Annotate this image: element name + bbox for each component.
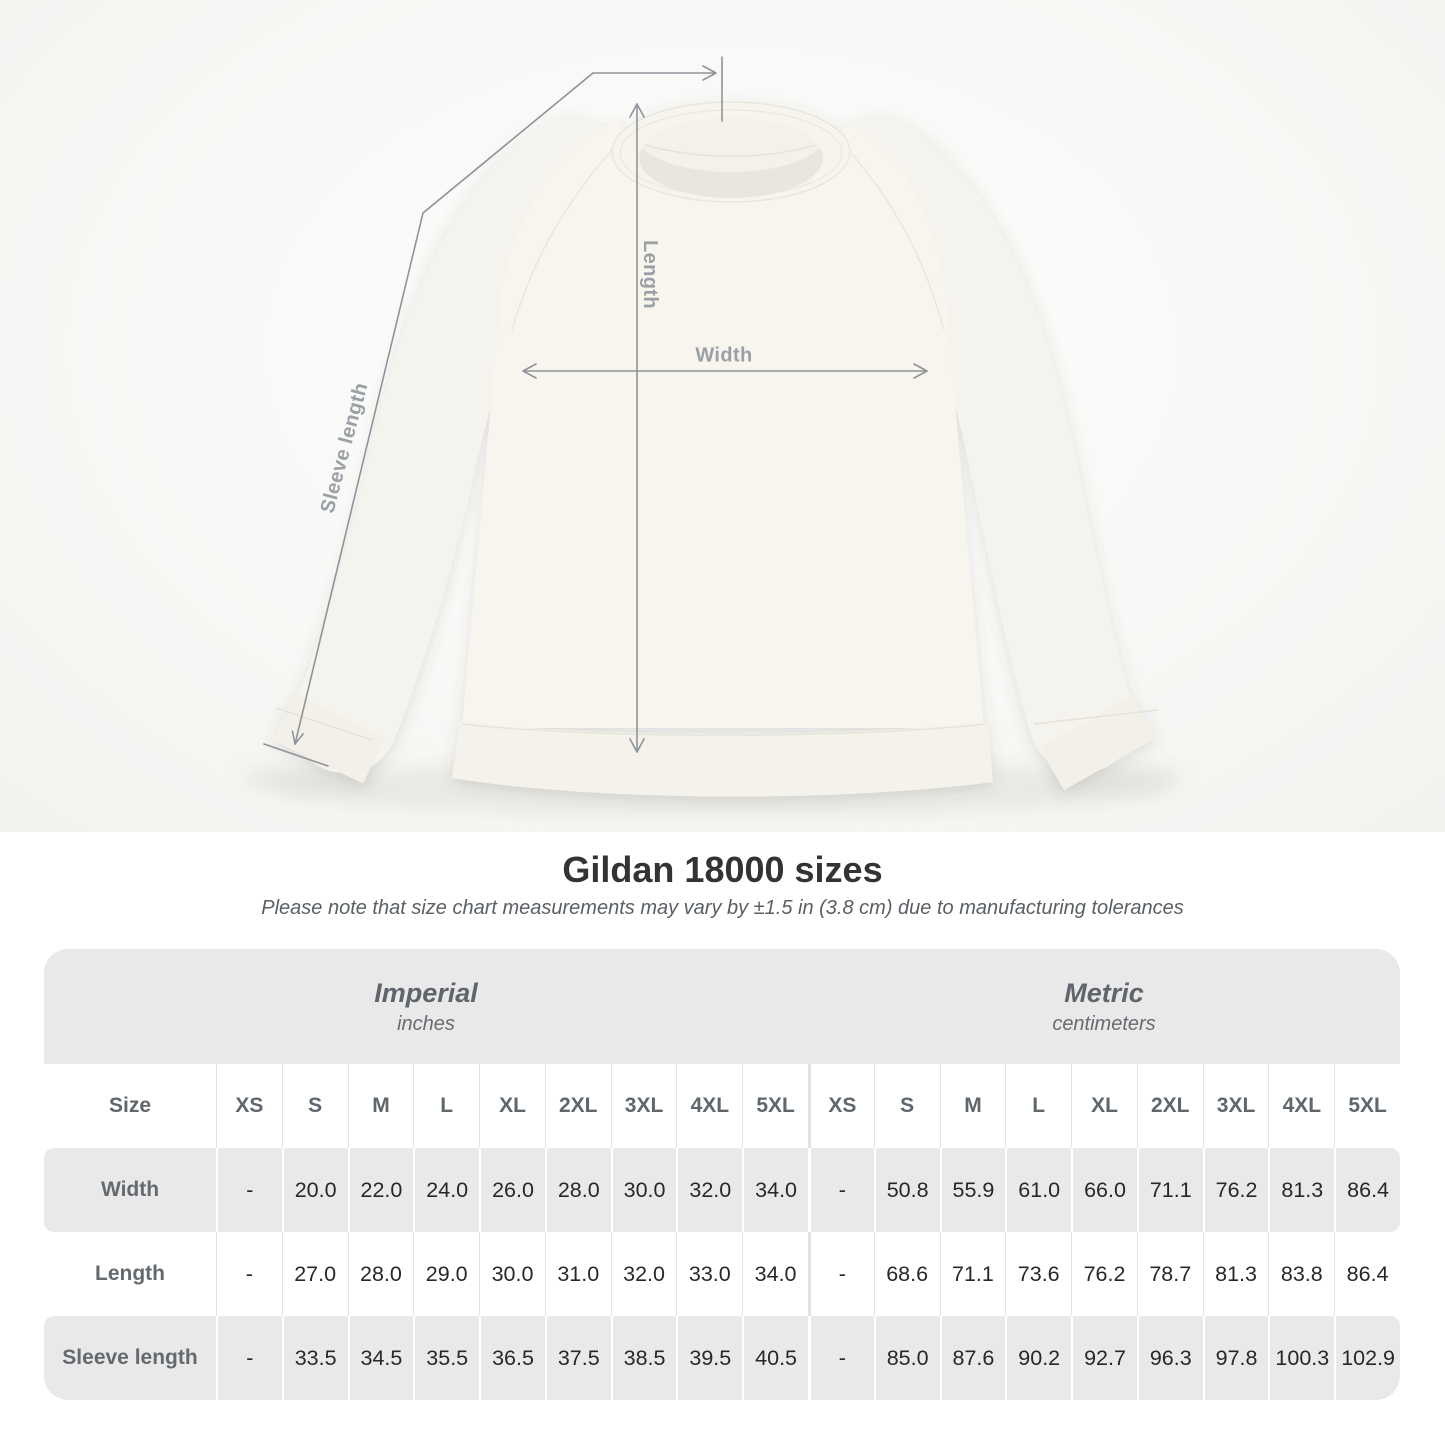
size-value-cell: 26.0 [479, 1148, 545, 1232]
size-value-cell: 22.0 [348, 1148, 414, 1232]
size-col-header: L [1005, 1064, 1071, 1148]
sweatshirt-garment [276, 102, 1158, 797]
size-value-cell: 32.0 [676, 1148, 742, 1232]
row-label: Length [95, 1262, 165, 1285]
size-value-cell: 83.8 [1268, 1232, 1334, 1316]
imperial-group-unit: inches [397, 1012, 455, 1035]
size-col-header: S [282, 1064, 348, 1148]
size-value-cell: 66.0 [1071, 1148, 1137, 1232]
sleeve-dimension-label: Sleeve length [316, 380, 373, 516]
body-panel [462, 120, 984, 728]
size-table-grid [44, 1064, 1400, 1400]
size-col-header: XL [1071, 1064, 1137, 1148]
size-value-cell: 81.3 [1268, 1148, 1334, 1232]
length-dimension-label: Length [639, 240, 661, 310]
unit-header-band [44, 949, 1400, 1064]
size-value-cell: 71.1 [940, 1232, 1006, 1316]
size-col-header: 5XL [1334, 1064, 1400, 1148]
size-value-cell: - [808, 1148, 874, 1232]
size-value-cell: 28.0 [545, 1148, 611, 1232]
size-value-cell: - [216, 1316, 282, 1400]
size-value-cell: 34.0 [742, 1148, 808, 1232]
size-value-cell: 28.0 [348, 1232, 414, 1316]
size-value-cell: 34.5 [348, 1316, 414, 1400]
size-value-cell: 40.5 [742, 1316, 808, 1400]
size-col-header: M [348, 1064, 414, 1148]
size-value-cell: - [216, 1232, 282, 1316]
size-col-header: 3XL [611, 1064, 677, 1148]
metric-group-header [808, 949, 1400, 1064]
size-value-cell: 33.0 [676, 1232, 742, 1316]
size-col-header: 4XL [1268, 1064, 1334, 1148]
size-col-header: XL [479, 1064, 545, 1148]
imperial-group-header [44, 949, 808, 1064]
size-value-cell: - [808, 1232, 874, 1316]
size-col-header: 2XL [545, 1064, 611, 1148]
size-value-cell: 37.5 [545, 1316, 611, 1400]
size-value-cell: 102.9 [1334, 1316, 1400, 1400]
size-value-cell: 36.5 [479, 1316, 545, 1400]
size-col-header: 2XL [1137, 1064, 1203, 1148]
imperial-group-name: Imperial [374, 977, 478, 1008]
size-table [44, 949, 1400, 1400]
hem-band [452, 722, 993, 797]
size-value-cell: 76.2 [1203, 1148, 1269, 1232]
row-label: Width [100, 1178, 160, 1201]
size-value-cell: 100.3 [1268, 1316, 1334, 1400]
size-value-cell: 87.6 [940, 1316, 1006, 1400]
metric-group-name: Metric [1064, 977, 1144, 1008]
size-value-cell: 29.0 [413, 1232, 479, 1316]
size-col-header: 4XL [676, 1064, 742, 1148]
tolerance-note: Please note that size chart measurements may vary by ±1.5 in (3.8 cm) due to manufacturing tolerances [261, 897, 1184, 919]
size-col-header: M [940, 1064, 1006, 1148]
collar [612, 102, 850, 202]
size-column-header: Size [108, 1094, 152, 1117]
size-col-header: XS [216, 1064, 282, 1148]
size-value-cell: 81.3 [1203, 1232, 1269, 1316]
size-value-cell: 73.6 [1005, 1232, 1071, 1316]
size-value-cell: 85.0 [874, 1316, 940, 1400]
size-value-cell: 86.4 [1334, 1148, 1400, 1232]
metric-group-unit: centimeters [1052, 1012, 1156, 1035]
size-col-header: XS [808, 1064, 874, 1148]
size-value-cell: 90.2 [1005, 1316, 1071, 1400]
size-value-cell: 30.0 [479, 1232, 545, 1316]
size-value-cell: 68.6 [874, 1232, 940, 1316]
size-col-header: L [413, 1064, 479, 1148]
size-value-cell: 38.5 [611, 1316, 677, 1400]
size-col-header: 5XL [742, 1064, 808, 1148]
width-dimension-label: Width [695, 344, 753, 367]
page-title: Gildan 18000 sizes [562, 849, 883, 890]
size-value-cell: 78.7 [1137, 1232, 1203, 1316]
size-value-cell: 71.1 [1137, 1148, 1203, 1232]
right-cuff [1086, 722, 1110, 764]
size-value-cell: 32.0 [611, 1232, 677, 1316]
size-col-header: 3XL [1203, 1064, 1269, 1148]
size-value-cell: - [808, 1316, 874, 1400]
size-value-cell: 33.5 [282, 1316, 348, 1400]
size-value-cell: 39.5 [676, 1316, 742, 1400]
size-value-cell: 97.8 [1203, 1316, 1269, 1400]
row-label: Sleeve length [62, 1346, 198, 1369]
size-value-cell: 31.0 [545, 1232, 611, 1316]
size-value-cell: 55.9 [940, 1148, 1006, 1232]
size-value-cell: 96.3 [1137, 1316, 1203, 1400]
size-value-cell: 86.4 [1334, 1232, 1400, 1316]
size-value-cell: 76.2 [1071, 1232, 1137, 1316]
size-col-header: S [874, 1064, 940, 1148]
size-value-cell: 20.0 [282, 1148, 348, 1232]
size-value-cell: - [216, 1148, 282, 1232]
size-value-cell: 30.0 [611, 1148, 677, 1232]
size-value-cell: 61.0 [1005, 1148, 1071, 1232]
size-value-cell: 34.0 [742, 1232, 808, 1316]
size-value-cell: 50.8 [874, 1148, 940, 1232]
size-value-cell: 24.0 [413, 1148, 479, 1232]
size-value-cell: 27.0 [282, 1232, 348, 1316]
size-value-cell: 92.7 [1071, 1316, 1137, 1400]
size-value-cell: 35.5 [413, 1316, 479, 1400]
